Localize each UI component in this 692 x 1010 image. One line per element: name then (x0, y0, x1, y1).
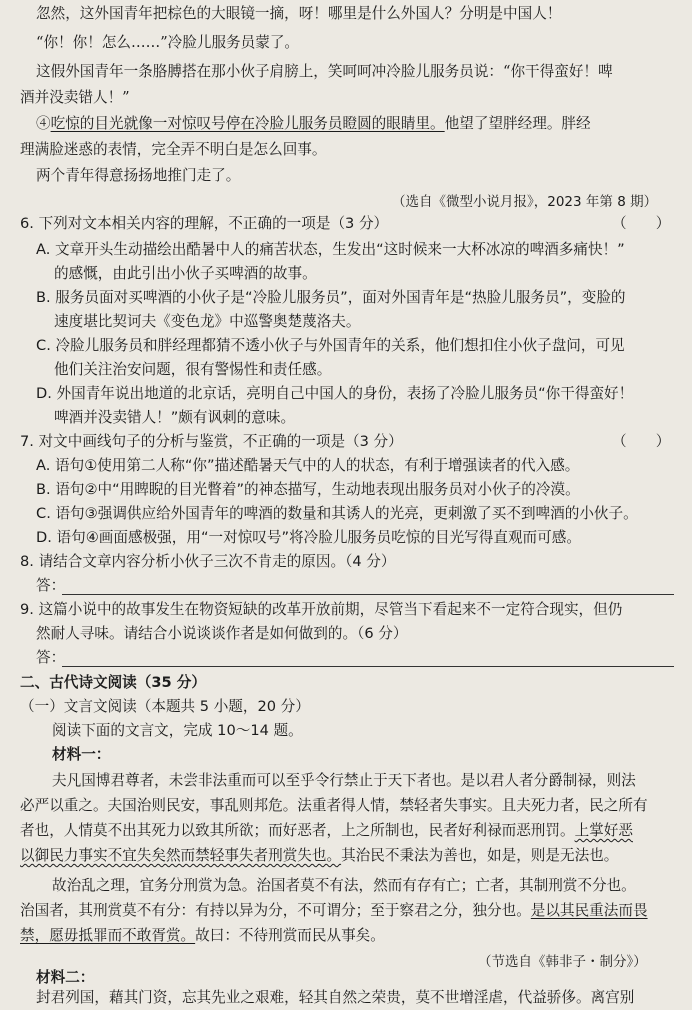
story-paragraph: “你！你！怎么……”冷脸儿服务员蒙了。 (36, 34, 300, 51)
option-d: D. 语句④画面感极强，用“一对惊叹号”将冷脸儿服务员吃惊的目光写得直观而可感。 (36, 529, 581, 546)
question-8-stem: 8. 请结合文章内容分析小伙子三次不肯走的原因。（4 分） (20, 553, 396, 570)
story-paragraph-underlined (36, 114, 591, 136)
option-a: A. 语句①使用第二人称“你”描述酷暑天气中的人的状态，有利于增强读者的代入感。 (36, 457, 580, 474)
story-paragraph: 忽然，这外国青年把棕色的大眼镜一摘，呀！哪里是什么外国人？分明是中国人！ (36, 5, 562, 22)
underlined-text: 禁，愿毋抵罪而不敢胥赏。 (20, 927, 196, 944)
material-2-title: 材料二： (36, 969, 95, 986)
classical-text: 故曰：不待刑赏而民从事矣。 (195, 927, 385, 944)
wavy-underlined-text: 以御民力事实不宜失矣然而禁轻事失者刑赏失也。 (20, 847, 342, 864)
option-b-cont: 速度堪比契诃夫《变色龙》中巡警奥楚蔑洛夫。 (54, 313, 361, 330)
option-a-cont: 的感慨，由此引出小伙子买啤酒的故事。 (54, 265, 317, 282)
underlined-sentence: 吃惊的目光就像一对惊叹号停在冷脸儿服务员瞪圆的眼睛里。 (50, 115, 445, 132)
classical-text: 其治民不秉法为善也，如是，则是无法也。 (341, 847, 619, 864)
classical-text-line: 封君列国，藉其门资，忘其先业之艰难，轻其自然之荣贵，莫不世增淫虐，代益骄侈。离宫别 (36, 989, 635, 1006)
classical-text-line (20, 846, 618, 868)
answer-label: 答： (36, 649, 66, 666)
story-source: （选自《微型小说月报》，2023 年第 8 期） (392, 194, 658, 210)
option-d: D. 外国青年说出地道的北京话，亮明自己中国人的身份，表扬了冷脸儿服务员“你干得蛮好！ (36, 385, 634, 402)
classical-text-line: 故治乱之理，宜务分刑赏为急。治国者莫不有法，然而有存有亡；亡者，其制刑赏不分也。 (52, 877, 636, 894)
section-heading: 二、古代诗文阅读（35 分） (20, 674, 206, 691)
classical-text-line: 夫凡国博君尊者，未尝非法重而可以至乎令行禁止于天下者也。是以君人者分爵制禄，则法 (52, 772, 636, 789)
option-b: B. 语句②中“用睥睨的目光瞥着”的神态描写，生动地表现出服务员对小伙子的冷漠。 (36, 481, 580, 498)
answer-paren: （ ） (612, 433, 671, 450)
answer-paren: （ ） (612, 215, 671, 232)
classical-text: 治国者，其刑赏莫不有分：有持以异为分，不可谓分；至于察君之分，独分也。 (20, 902, 531, 919)
sentence-marker: ④ (36, 115, 51, 132)
question-7-stem: 7. 对文中画线句子的分析与鉴赏，不正确的一项是（3 分） (20, 433, 403, 450)
story-text: 他望了望胖经理。胖经 (444, 115, 591, 132)
classical-text-line (20, 926, 385, 948)
story-paragraph: 酒并没卖错人！” (20, 89, 130, 106)
answer-line[interactable] (62, 666, 674, 667)
option-d-cont: 啤酒并没卖错人！”颇有讽刺的意味。 (54, 409, 296, 426)
underlined-text: 是以其民重法而畏 (530, 902, 648, 919)
classical-text-line (20, 821, 633, 843)
answer-line[interactable] (62, 594, 674, 595)
subsection-heading: （一）文言文阅读（本题共 5 小题，20 分） (20, 698, 310, 715)
story-paragraph: 两个青年得意扬扬地推门走了。 (36, 167, 241, 184)
question-9-stem-cont: 然耐人寻味。请结合小说谈谈作者是如何做到的。（6 分） (36, 625, 408, 642)
classical-text: 者也，人情莫不出其死力以致其所欲；而好恶者，上之所制也，民者好利禄而恶刑罚。 (20, 822, 575, 839)
question-9-stem: 9. 这篇小说中的故事发生在物资短缺的改革开放前期，尽管当下看起来不一定符合现实，但仍 (20, 601, 623, 618)
story-paragraph: 这假外国青年一条胳膊搭在那小伙子肩膀上，笑呵呵冲冷脸儿服务员说：“你干得蛮好！啤 (36, 63, 613, 80)
story-paragraph: 理满脸迷惑的表情，完全弄不明白是怎么回事。 (20, 141, 327, 158)
classical-text-line (20, 901, 648, 923)
option-c-cont: 他们关注治安问题，很有警惕性和责任感。 (54, 361, 332, 378)
classical-text-line: 必严以重之。夫国治则民安，事乱则邦危。法重者得人情，禁轻者失事实。且夫死力者，民之所有 (20, 797, 648, 814)
material-1-title: 材料一： (52, 746, 111, 763)
answer-label: 答： (36, 577, 66, 594)
option-b: B. 服务员面对买啤酒的小伙子是“冷脸儿服务员”，面对外国青年是“热脸儿服务员”，变脸的 (36, 289, 626, 306)
reading-instruction: 阅读下面的文言文，完成 10～14 题。 (52, 722, 303, 739)
option-c: C. 冷脸儿服务员和胖经理都猜不透小伙子与外国青年的关系，他们想扣住小伙子盘问，可见 (36, 337, 625, 354)
material-1-source: （节选自《韩非子・制分》） (478, 954, 647, 970)
question-6-stem: 6. 下列对文本相关内容的理解，不正确的一项是（3 分） (20, 215, 389, 232)
option-c: C. 语句③强调供应给外国青年的啤酒的数量和其诱人的光亮，更刺激了买不到啤酒的小伙子。 (36, 505, 638, 522)
wavy-underlined-text: 上掌好恶 (574, 822, 633, 839)
option-a: A. 文章开头生动描绘出酷暑中人的痛苦状态，生发出“这时候来一大杯冰凉的啤酒多痛快！” (36, 241, 625, 258)
